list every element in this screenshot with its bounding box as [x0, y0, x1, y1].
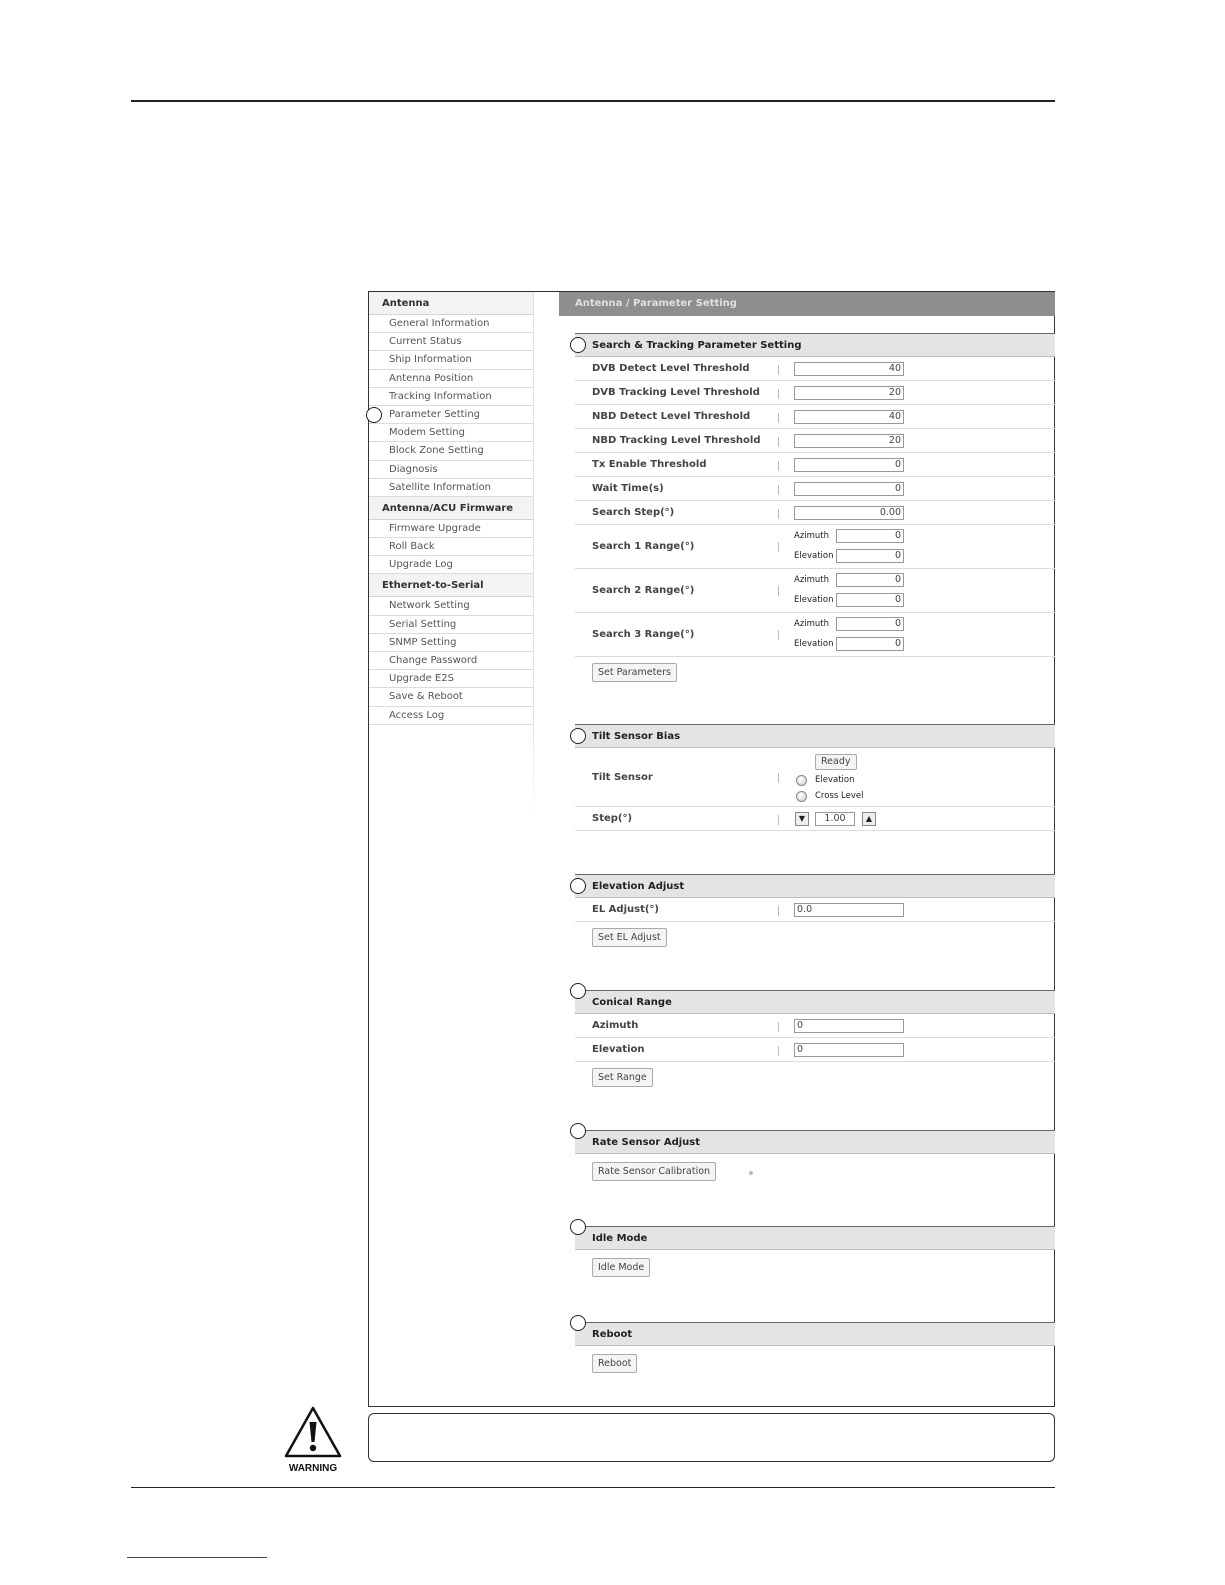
range-row	[575, 613, 1055, 657]
separator	[778, 461, 779, 471]
azimuth-label: Azimuth	[794, 531, 830, 541]
idle-mode-section	[575, 1226, 1055, 1280]
sidebar-item-antenna-position[interactable]: Antenna Position	[369, 370, 533, 388]
param-row	[575, 381, 1055, 405]
top-rule	[131, 100, 1055, 102]
elevation-radio-label: Elevation	[815, 775, 855, 785]
nbd-detect-threshold-input[interactable]: 40	[794, 410, 904, 424]
warning-label: WARNING	[288, 1463, 338, 1474]
sidebar-item-ship-information[interactable]: Ship Information	[369, 351, 533, 369]
conical-elevation-row	[575, 1038, 1055, 1062]
param-row	[575, 453, 1055, 477]
search-tracking-section	[575, 333, 1055, 697]
param-row	[575, 429, 1055, 453]
sidebar-item-block-zone-setting[interactable]: Block Zone Setting	[369, 442, 533, 460]
separator	[778, 542, 779, 552]
param-label: DVB Tracking Level Threshold	[592, 387, 760, 398]
search2-azimuth-input[interactable]: 0	[836, 573, 904, 587]
el-adjust-row	[575, 898, 1055, 922]
button-row	[575, 1346, 1055, 1376]
reboot-button[interactable]: Reboot	[592, 1354, 637, 1373]
tilt-sensor-label: Tilt Sensor	[592, 772, 653, 783]
rate-sensor-section	[575, 1130, 1055, 1184]
dvb-tracking-threshold-input[interactable]: 20	[794, 386, 904, 400]
elevation-label: Elevation	[794, 595, 834, 605]
button-row	[575, 1062, 1055, 1092]
elevation-label: Elevation	[794, 551, 834, 561]
sidebar-group-antenna: Antenna	[369, 292, 533, 315]
separator	[778, 413, 779, 423]
range-label: Search 2 Range(°)	[592, 585, 695, 596]
button-row	[575, 1250, 1055, 1280]
sidebar-item-satellite-information[interactable]: Satellite Information	[369, 479, 533, 497]
sidebar-item-upgrade-e2s[interactable]: Upgrade E2S	[369, 670, 533, 688]
range-label: Search 3 Range(°)	[592, 629, 695, 640]
param-row	[575, 357, 1055, 381]
conical-elevation-input[interactable]: 0	[794, 1043, 904, 1057]
cross-level-radio[interactable]	[796, 791, 807, 802]
button-row	[575, 657, 1055, 697]
nbd-tracking-threshold-input[interactable]: 20	[794, 434, 904, 448]
search3-elevation-input[interactable]: 0	[836, 637, 904, 651]
set-el-adjust-button[interactable]: Set EL Adjust	[592, 928, 667, 947]
param-row	[575, 477, 1055, 501]
conical-azimuth-row	[575, 1014, 1055, 1038]
step-row	[575, 807, 1055, 831]
separator	[778, 1046, 779, 1056]
section-title: Rate Sensor Adjust	[575, 1130, 1055, 1154]
search3-azimuth-input[interactable]: 0	[836, 617, 904, 631]
search1-azimuth-input[interactable]: 0	[836, 529, 904, 543]
sidebar-item-general-information[interactable]: General Information	[369, 315, 533, 333]
azimuth-label: Azimuth	[794, 575, 830, 585]
section-title: Conical Range	[575, 990, 1055, 1014]
sidebar-item-access-log[interactable]: Access Log	[369, 707, 533, 725]
sidebar-item-diagnosis[interactable]: Diagnosis	[369, 461, 533, 479]
tilt-sensor-section	[575, 724, 1055, 831]
main-panel	[559, 292, 1055, 1406]
range-label: Search 1 Range(°)	[592, 541, 695, 552]
separator	[778, 586, 779, 596]
param-row	[575, 501, 1055, 525]
callout-marker	[570, 337, 586, 353]
sidebar-item-serial-setting[interactable]: Serial Setting	[369, 616, 533, 634]
param-label: Search Step(°)	[592, 507, 675, 518]
elevation-radio[interactable]	[796, 775, 807, 786]
step-value-input[interactable]: 1.00	[815, 812, 855, 826]
sidebar-item-firmware-upgrade[interactable]: Firmware Upgrade	[369, 520, 533, 538]
separator	[778, 485, 779, 495]
azimuth-label: Azimuth	[794, 619, 830, 629]
separator	[778, 389, 779, 399]
web-ui-screenshot	[368, 291, 1055, 1407]
section-title: Search & Tracking Parameter Setting	[575, 333, 1055, 357]
footer-link-underline	[127, 1557, 267, 1558]
sidebar-group-firmware: Antenna/ACU Firmware	[369, 497, 533, 520]
callout-marker	[570, 1219, 586, 1235]
range-row	[575, 569, 1055, 613]
section-title: Idle Mode	[575, 1226, 1055, 1250]
callout-marker	[570, 1315, 586, 1331]
step-up-icon[interactable]: ▲	[862, 812, 876, 826]
sidebar-item-roll-back[interactable]: Roll Back	[369, 538, 533, 556]
search2-elevation-input[interactable]: 0	[836, 593, 904, 607]
section-title: Elevation Adjust	[575, 874, 1055, 898]
sidebar-item-current-status[interactable]: Current Status	[369, 333, 533, 351]
separator	[778, 906, 779, 916]
reboot-section	[575, 1322, 1055, 1376]
status-dot-icon	[749, 1171, 753, 1175]
elevation-label: Elevation	[592, 1044, 645, 1055]
sidebar-item-parameter-setting[interactable]: Parameter Setting	[369, 406, 533, 424]
ready-status-button[interactable]: Ready	[815, 754, 857, 770]
page-title: Antenna / Parameter Setting	[559, 292, 1055, 316]
conical-azimuth-input[interactable]: 0	[794, 1019, 904, 1033]
search1-elevation-input[interactable]: 0	[836, 549, 904, 563]
separator	[778, 815, 779, 825]
sidebar-divider	[533, 292, 534, 822]
callout-marker	[570, 983, 586, 999]
param-row	[575, 405, 1055, 429]
param-label: Tx Enable Threshold	[592, 459, 707, 470]
sidebar-item-save-reboot[interactable]: Save & Reboot	[369, 688, 533, 706]
sidebar-item-upgrade-log[interactable]: Upgrade Log	[369, 556, 533, 574]
search-step-input[interactable]: 0.00	[794, 506, 904, 520]
button-row	[575, 1154, 1055, 1184]
callout-marker	[570, 878, 586, 894]
tilt-sensor-row	[575, 748, 1055, 807]
separator	[778, 437, 779, 447]
set-parameters-button[interactable]: Set Parameters	[592, 663, 677, 682]
separator	[778, 509, 779, 519]
el-adjust-input[interactable]: 0.0	[794, 903, 904, 917]
elevation-label: Elevation	[794, 639, 834, 649]
separator	[778, 1022, 779, 1032]
sidebar-item-change-password[interactable]: Change Password	[369, 652, 533, 670]
callout-marker	[570, 728, 586, 744]
separator	[778, 630, 779, 640]
param-label: DVB Detect Level Threshold	[592, 363, 750, 374]
bottom-rule	[131, 1487, 1055, 1488]
sidebar-item-snmp-setting[interactable]: SNMP Setting	[369, 634, 533, 652]
sidebar-item-tracking-information[interactable]: Tracking Information	[369, 388, 533, 406]
cross-level-radio-label: Cross Level	[815, 791, 864, 801]
warning-note-box	[368, 1413, 1055, 1462]
sidebar-nav	[369, 292, 533, 725]
param-label: Wait Time(s)	[592, 483, 664, 494]
separator	[778, 365, 779, 375]
wait-time-input[interactable]: 0	[794, 482, 904, 496]
sidebar-item-modem-setting[interactable]: Modem Setting	[369, 424, 533, 442]
range-row	[575, 525, 1055, 569]
separator	[778, 773, 779, 783]
section-title: Tilt Sensor Bias	[575, 724, 1055, 748]
step-label: Step(°)	[592, 813, 633, 824]
idle-mode-button[interactable]: Idle Mode	[592, 1258, 650, 1277]
callout-marker	[366, 407, 382, 423]
section-title: Reboot	[575, 1322, 1055, 1346]
el-adjust-label: EL Adjust(°)	[592, 904, 660, 915]
dvb-detect-threshold-input[interactable]: 40	[794, 362, 904, 376]
set-range-button[interactable]: Set Range	[592, 1068, 653, 1087]
sidebar-item-network-setting[interactable]: Network Setting	[369, 597, 533, 615]
sidebar-group-ethernet-to-serial: Ethernet-to-Serial	[369, 574, 533, 597]
callout-marker	[570, 1123, 586, 1139]
param-label: NBD Tracking Level Threshold	[592, 435, 761, 446]
button-row	[575, 922, 1055, 952]
param-label: NBD Detect Level Threshold	[592, 411, 751, 422]
elevation-adjust-section	[575, 874, 1055, 952]
azimuth-label: Azimuth	[592, 1020, 639, 1031]
warning-triangle-icon	[283, 1405, 343, 1459]
step-down-icon[interactable]: ▼	[795, 812, 809, 826]
rate-sensor-calibration-button[interactable]: Rate Sensor Calibration	[592, 1162, 716, 1181]
conical-range-section	[575, 990, 1055, 1092]
tx-enable-threshold-input[interactable]: 0	[794, 458, 904, 472]
